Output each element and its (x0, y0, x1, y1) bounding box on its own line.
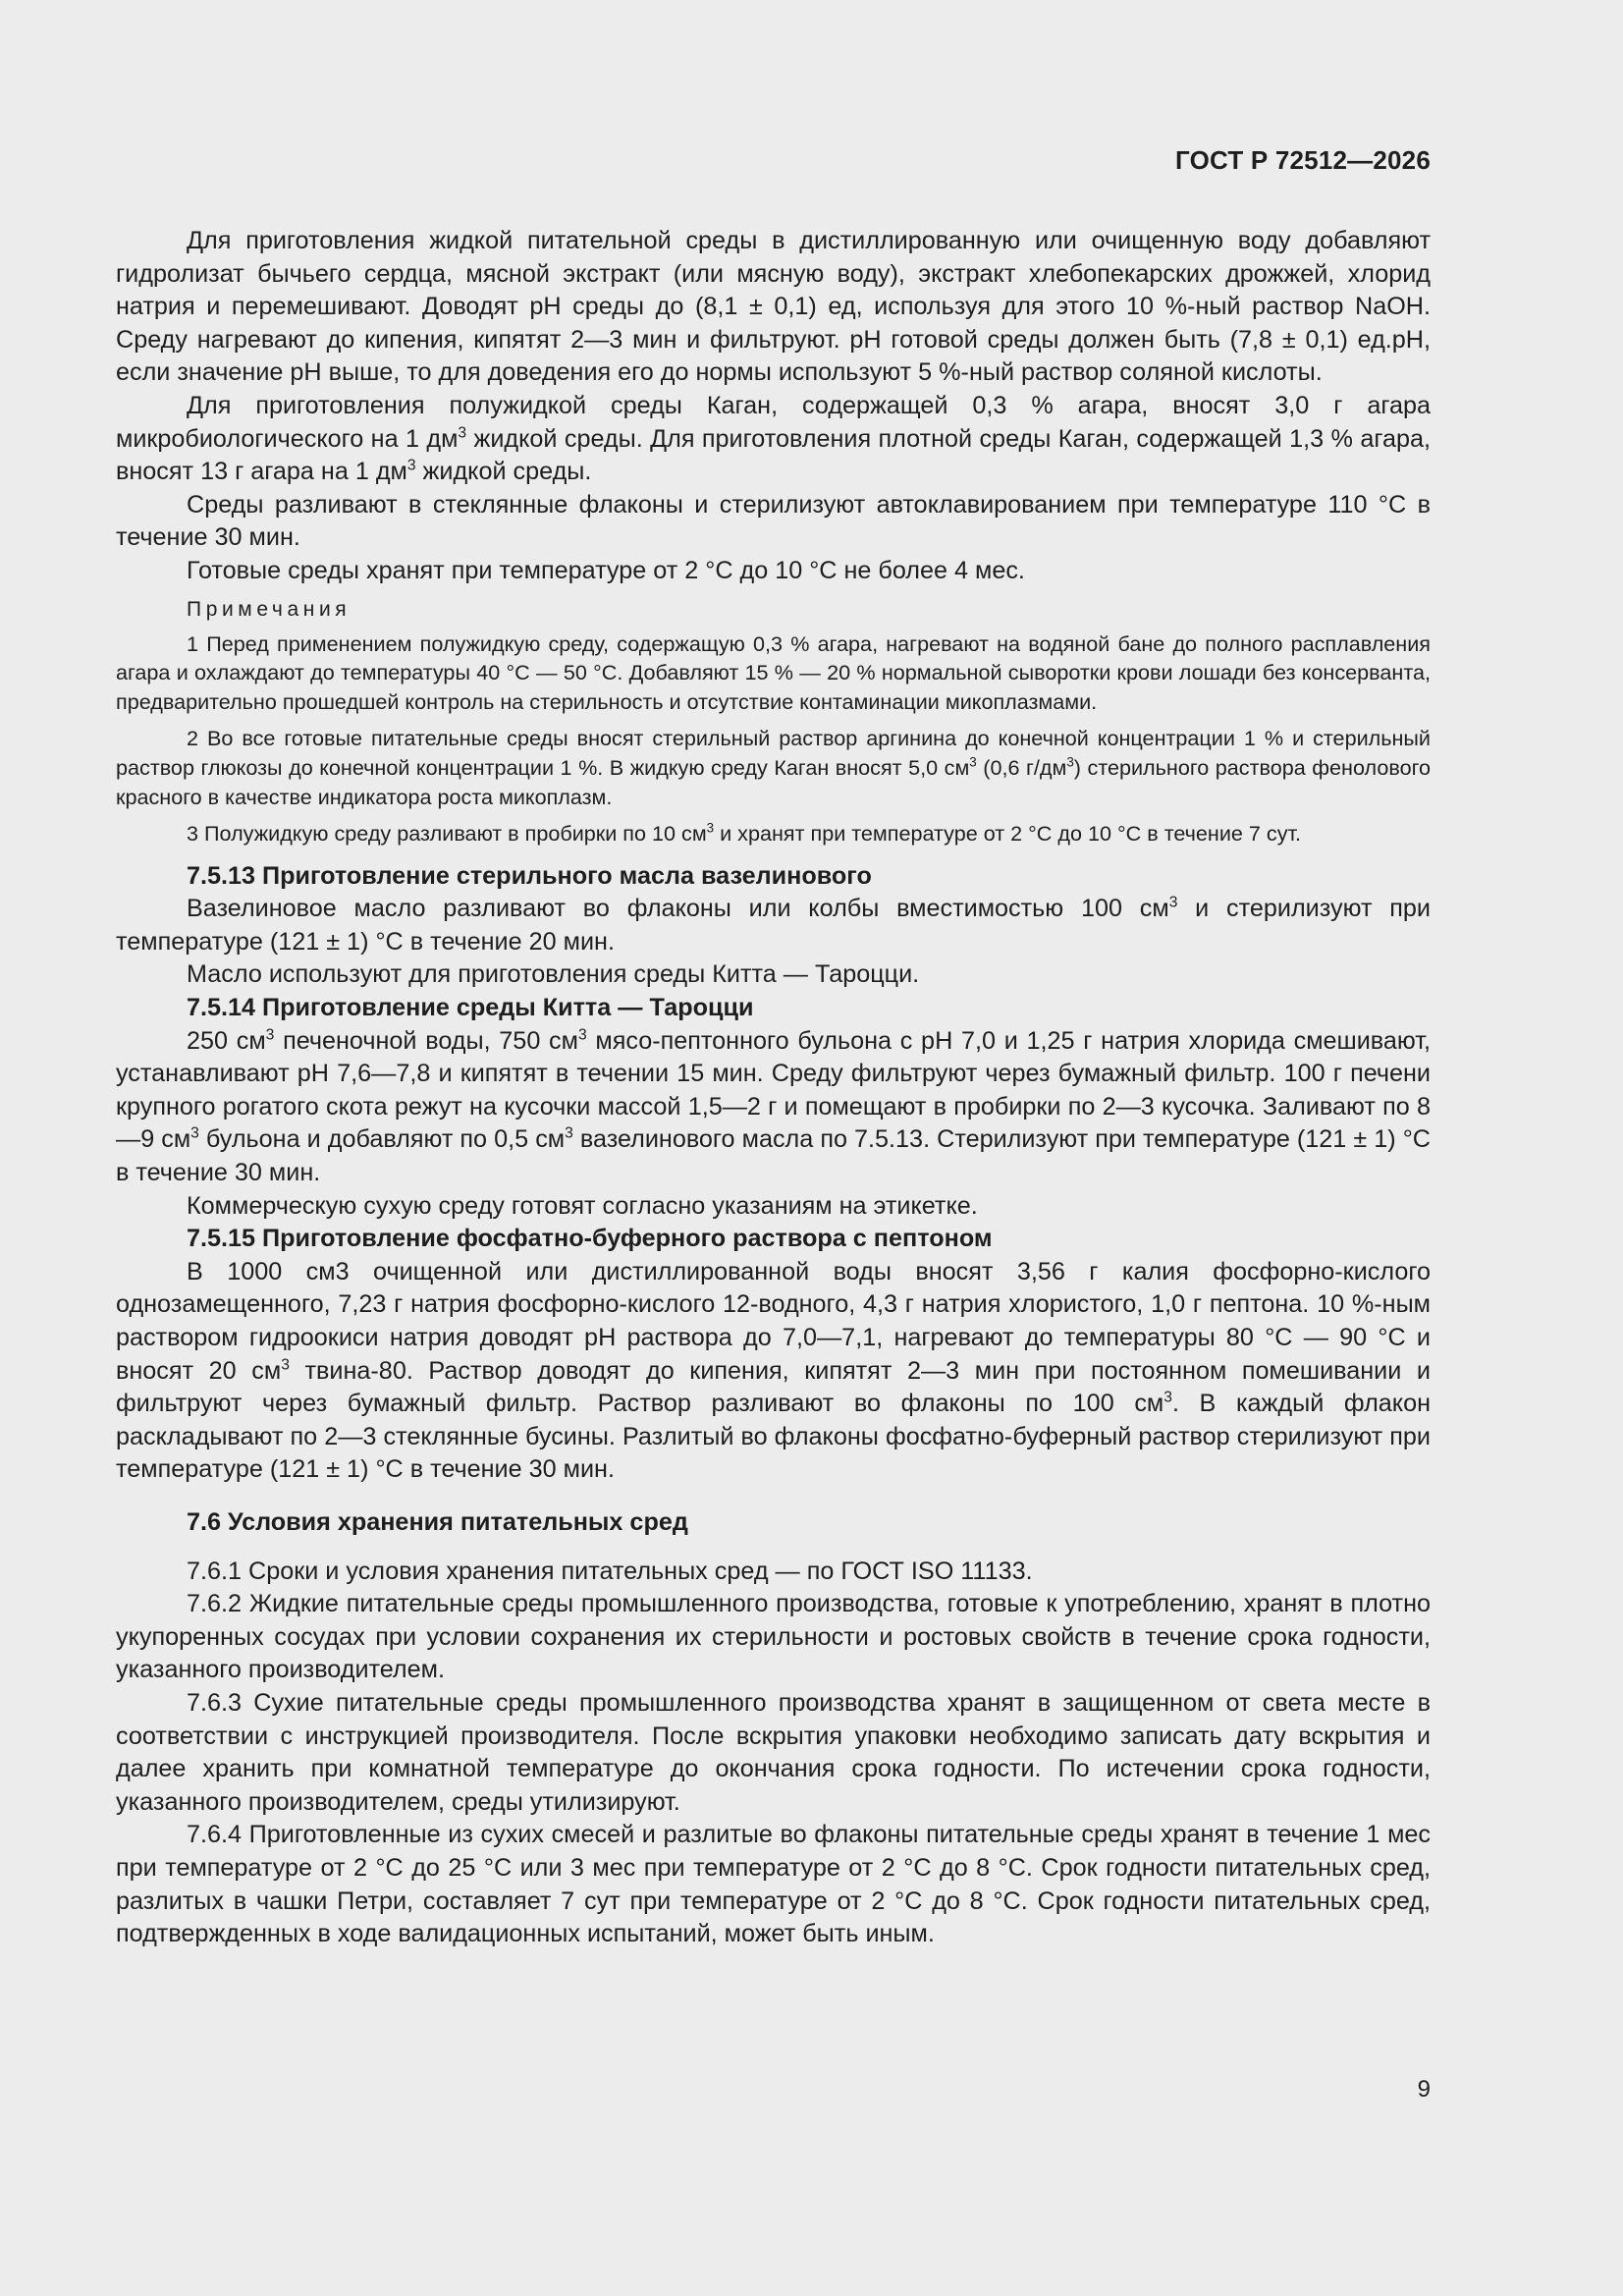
paragraph-7-6-3: 7.6.3 Сухие питательные среды промышленного производства хранят в защищенном от света месте в соответствии с инструкцией производителя. После вскрытия упаковки необходимо записать дату вскрытия и далее хранить при комнатной температуре до окончания срока годности. По истечении срока годности, указанного производителем, среды утилизируют. (116, 1688, 1431, 1816)
paragraph-7-6-4: 7.6.4 Приготовленные из сухих смесей и разлитые во флаконы питательные среды хранят в течение 1 мес при температуре от 2 °С до 25 °С или 3 мес при температуре от 2 °С до 8 °С. Срок годности питательных сред, разлитых в чашки Петри, составляет 7 сут при температуре от 2 °С до 8 °С. Срок годности питательных сред, подтвержденных в ходе валидационных испытаний, может быть иным. (116, 1821, 1431, 1948)
document-number-header: ГОСТ Р 72512—2026 (1175, 145, 1431, 175)
paragraph-phosphate-buffer: В 1000 см3 очищенной или дистиллированной воды вносят 3,56 г калия фосфорно-кислого однозамещенного, 7,23 г натрия фосфорно-кислого 12-водного, 4,3 г натрия хлористого, 1,0 г пептона. 10 %-ным раствором гидроокиси натрия доводят рН раствора до 7,0—7,1, нагревают до температуры 80 °С — 90 °С и вносят 20 $см^3$ твина-80. Раствор доводят до кипения, кипятят 2—3 мин при постоянном помешивании и фильтруют через бумажный фильтр. Раствор разливают во флаконы по 100 $см^3$. В каждый флакон раскладывают по 2—3 стеклянные бусины. Разлитый во флаконы фосфатно-буферный раствор стерилизуют при температуре (121 ± 1) °С в течение 30 мин. (116, 1257, 1432, 1484)
superscript: 3 (1163, 1389, 1172, 1406)
notes-title: Примечания (187, 597, 352, 621)
superscript: 3 (458, 423, 467, 441)
paragraph-oil-usage: Масло используют для приготовления среды Китта — Тароцци. (187, 960, 920, 989)
heading-7-5-14: 7.5.14 Приготовление среды Китта — Тароцци (187, 994, 754, 1022)
heading-7-5-15: 7.5.15 Приготовление фосфатно-буферного раствора с пептоном (187, 1225, 993, 1253)
paragraph-liquid-medium: Для приготовления жидкой питательной среды в дистиллированную или очищенную воду добавляют гидролизат бычьего сердца, мясной экстракт (или мясную воду), экстракт хлебопекарских дрожжей, хлорид натрия и перемешивают. Доводят рН среды до (8,1 ± 0,1) ед, используя для этого 10 %-ный раствор NaOH. Среду нагревают до кипения, кипятят 2—3 мин и фильтруют. рН готовой среды должен быть (7,8 ± 0,1) ед.рН, если значение рН выше, то для доведения его до нормы используют 5 %-ный раствор соляной кислоты. (116, 227, 1431, 387)
heading-7-5-13: 7.5.13 Приготовление стерильного масла вазелинового (187, 861, 872, 890)
superscript: 3 (706, 820, 715, 836)
paragraph-kagan-medium: Для приготовления полужидкой среды Каган, содержащей 0,3 % агара, вносят 3,0 г агара микробиологического на 1 $дм^3$ жидкой среды. Для приготовления плотной среды Каган, содержащей 1,3 % агара, вносят 13 г агара на 1 $дм^3$ жидкой среды. (116, 391, 1431, 486)
paragraph-sterilization: Среды разливают в стеклянные флаконы и стерилизуют автоклавированием при температуре 110 °С в течение 30 мин. (116, 490, 1431, 552)
paragraph-storage: Готовые среды хранят при температуре от 2 °С до 10 °С не более 4 мес. (187, 556, 1025, 584)
note-2: 2 Во все готовые питательные среды вносят стерильный раствор аргинина до конечной концентрации 1 % и стерильный раствор глюкозы до конечной концентрации 1 %. В жидкую среду Каган вносят 5,0 $см^3$ (0,6 $г/дм^3$) стерильного раствора фенолового красного в качестве индикатора роста микоплазм. (116, 726, 1431, 809)
superscript: 3 (577, 1025, 587, 1043)
note-1: 1 Перед применением полужидкую среду, содержащую 0,3 % агара, нагревают на водяной бане до полного расплавления агара и охлаждают до температуры 40 °С — 50 °С. Добавляют 15 % — 20 % нормальной сыворотки крови лошади без консерванта, предварительно прошедшей контроль на стерильность и отсутствие контаминации микоплазмами. (116, 630, 1431, 714)
superscript: 3 (190, 1124, 199, 1142)
heading-7-6: 7.6 Условия хранения питательных сред (187, 1507, 688, 1536)
paragraph-kitt-tarozzi: 250 $см^3$ печеночной воды, 750 $см^3$ мясо-пептонного бульона с рН 7,0 и 1,25 г натрия хлорида смешивают, устанавливают рН 7,6—7,8 и кипятят в течении 15 мин. Среду фильтруют через бумажный фильтр. 100 г печени крупного рогатого скота режут на кусочки массой 1,5—2 г и помещают в пробирки по 2—3 кусочка. Заливают по 8—9 $см^3$ бульона и добавляют по 0,5 $см^3$ вазелинового масла по 7.5.13. Стерилизуют при температуре (121 ± 1) °С в течение 30 мин. (116, 1025, 1431, 1187)
superscript: 3 (969, 754, 977, 770)
superscript: 3 (1066, 754, 1074, 770)
page-number: 9 (1417, 2076, 1431, 2103)
paragraph-7-6-1: 7.6.1 Сроки и условия хранения питательных сред — по ГОСТ ISO 11133. (187, 1557, 1033, 1585)
document-body (116, 225, 1431, 1951)
superscript: 3 (265, 1025, 275, 1043)
note-3: 3 Полужидкую среду разливают в пробирки по 10 $см^3$ и хранят при температуре от 2 °С до 10 °С в течение 7 сут. (187, 820, 1302, 847)
paragraph-7-6-2: 7.6.2 Жидкие питательные среды промышленного производства, готовые к употреблению, хранят в плотно укупоренных сосудах при условии сохранения их стерильности и ростовых свойств в течение срока годности, указанного производителем. (116, 1590, 1431, 1684)
paragraph-vaseline-oil: Вазелиновое масло разливают во флаконы или колбы вместимостью 100 $см^3$ и стерилизуют при температуре (121 ± 1) °С в течение 20 мин. (116, 894, 1431, 956)
paragraph-commercial-medium: Коммерческую сухую среду готовят согласно указаниям на этикетке. (187, 1191, 978, 1220)
superscript: 3 (565, 1124, 573, 1142)
superscript: 3 (281, 1355, 290, 1373)
superscript: 3 (1168, 894, 1178, 911)
superscript: 3 (406, 457, 416, 474)
